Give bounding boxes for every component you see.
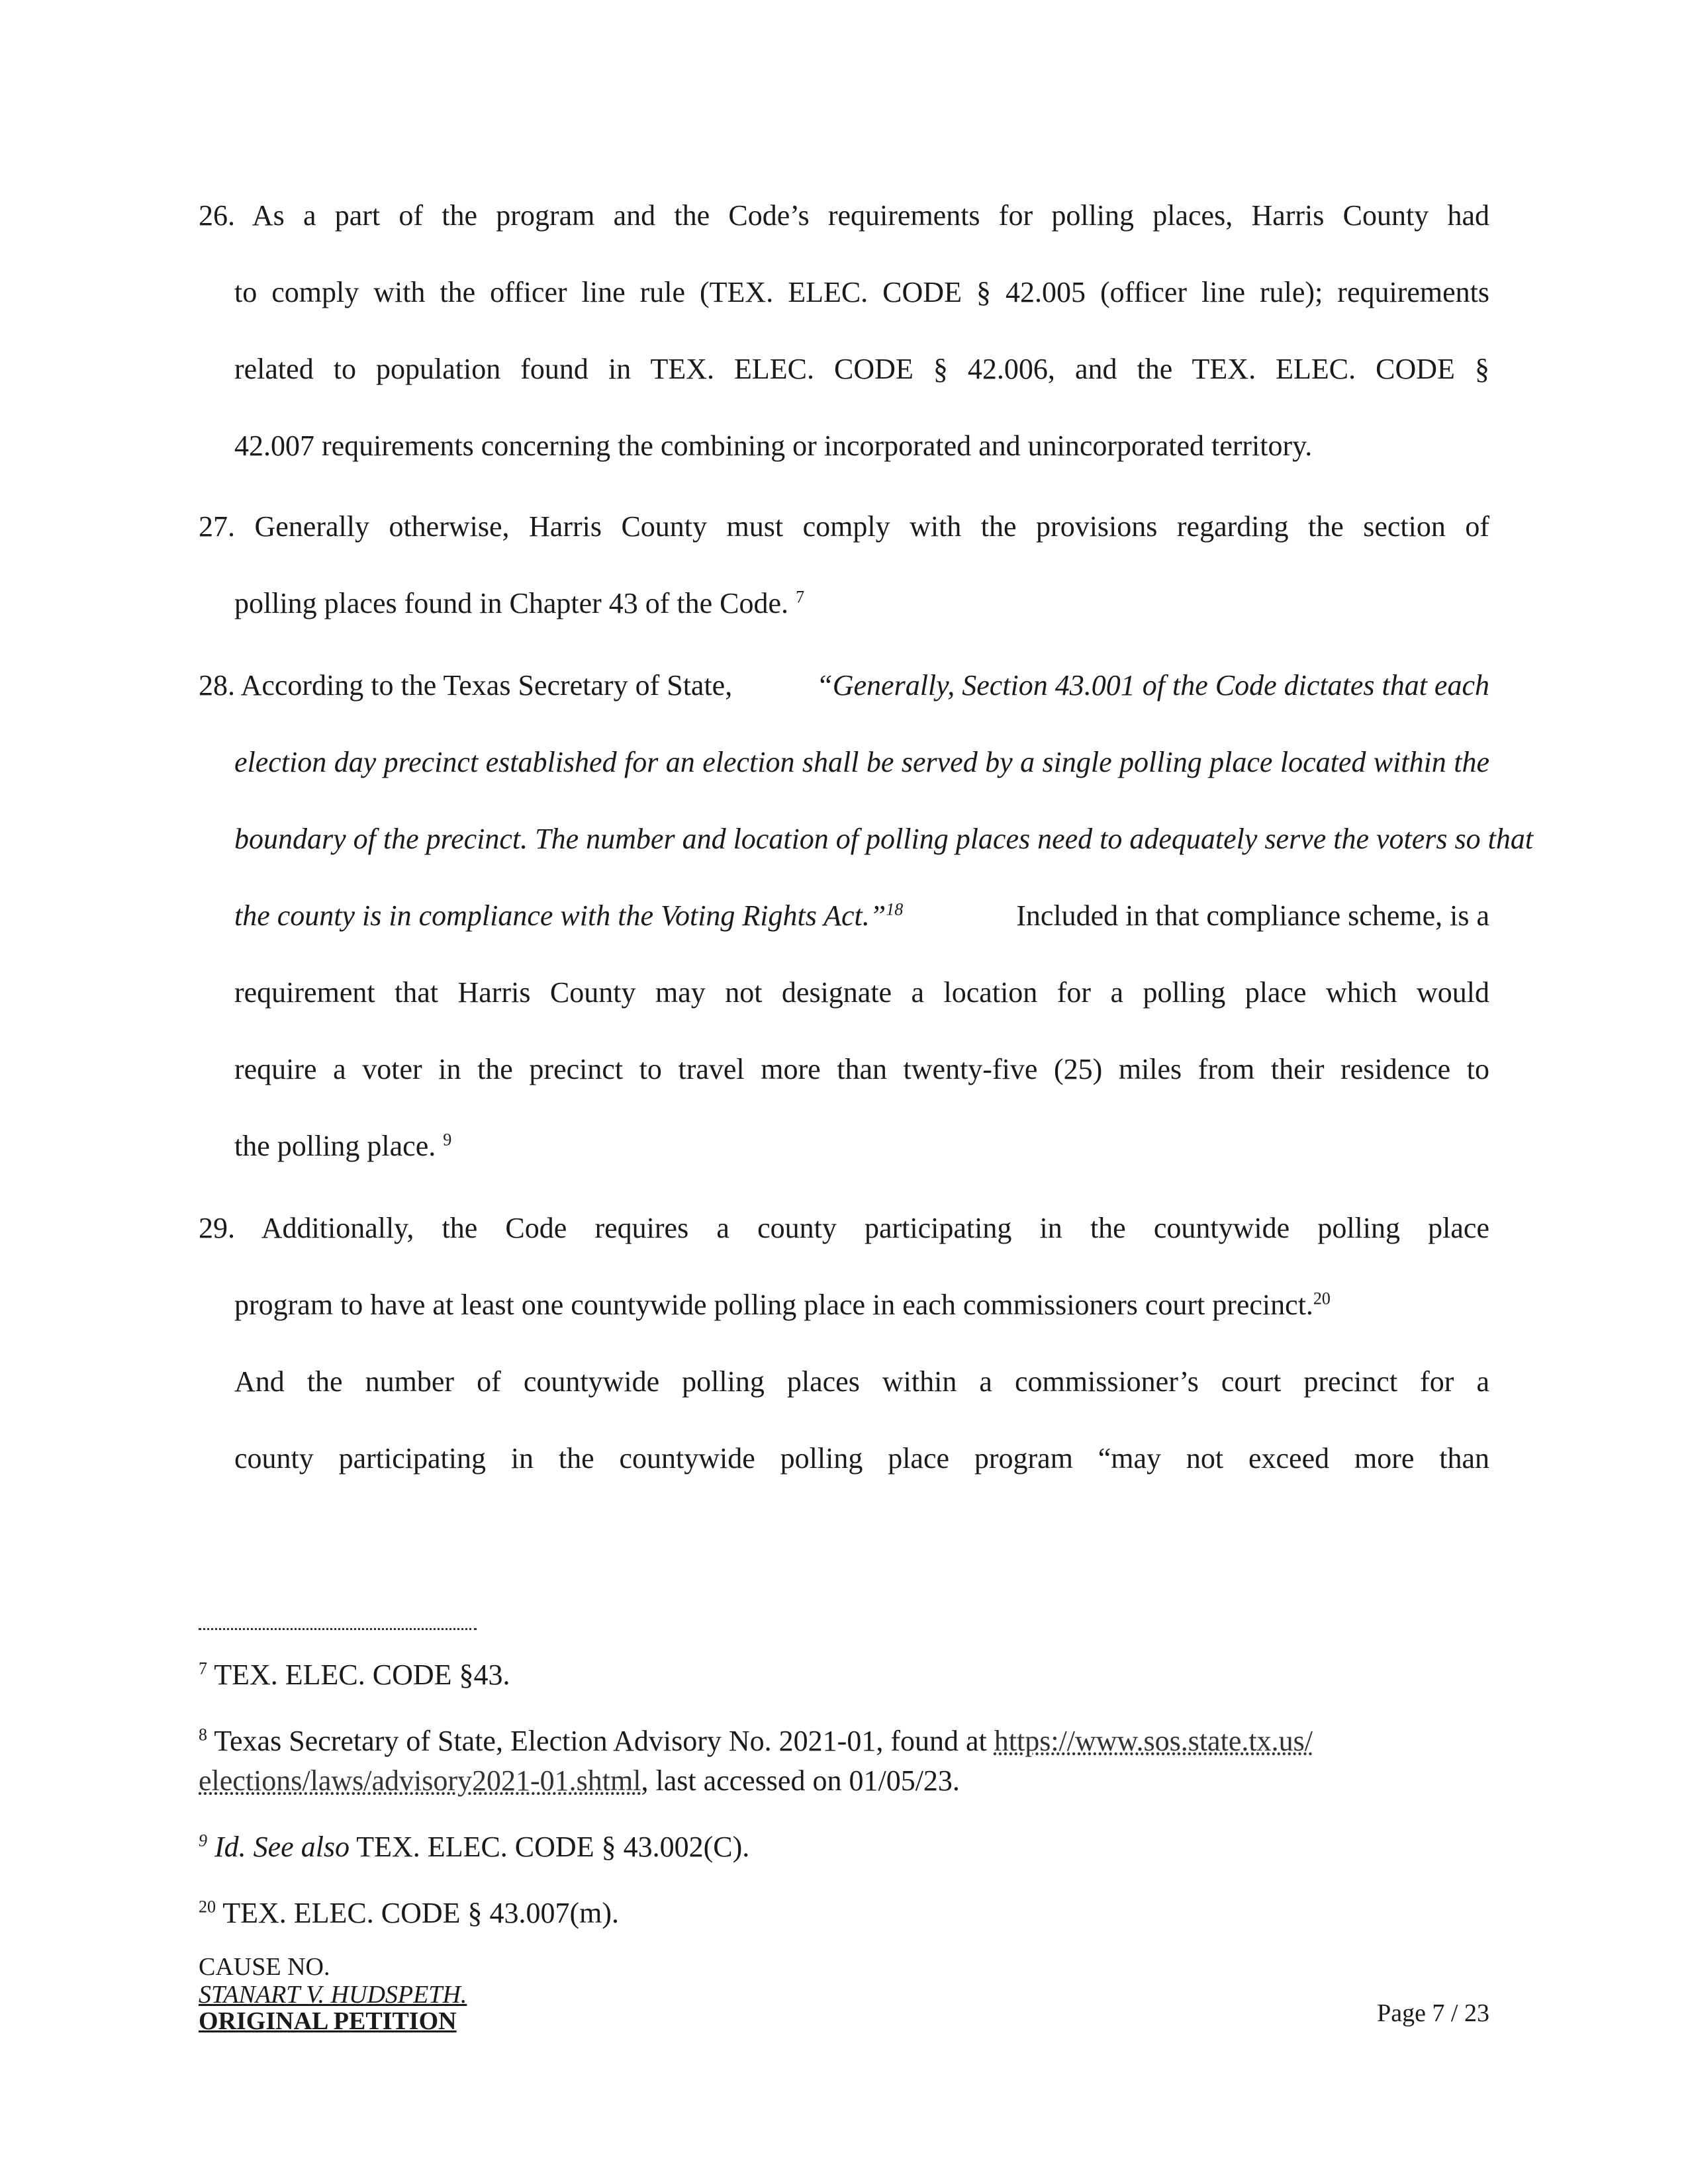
quote-text: the county is in compliance with the Voting Rights Act.” xyxy=(234,899,886,932)
paragraph-line: 27. Generally otherwise, Harris County must comply with the provisions regarding the section of xyxy=(199,510,1489,543)
paragraph-line: 29. Additionally, the Code requires a county participating in the countywide polling place xyxy=(199,1212,1489,1244)
footnote-8-continued xyxy=(199,1764,960,1797)
footer-document-title: ORIGINAL PETITION xyxy=(199,2007,457,2035)
footnote-text: , last accessed on 01/05/23. xyxy=(641,1764,960,1797)
paragraph-line: to comply with the officer line rule (TEX. ELEC. CODE § 42.005 (officer line rule); requirements xyxy=(234,276,1489,308)
footnote-text: Texas Secretary of State, Election Advisory No. 2021-01, found at xyxy=(214,1725,987,1757)
paragraph-line: related to population found in TEX. ELEC. CODE § 42.006, and the TEX. ELEC. CODE § xyxy=(234,353,1489,385)
footnote-text: TEX. ELEC. CODE § 43.002(C). xyxy=(356,1831,750,1863)
footnote-ref[interactable]: 20 xyxy=(1313,1289,1331,1308)
paragraph-line: 26. As a part of the program and the Code’s requirements for polling places, Harris County had xyxy=(199,199,1489,232)
footnote-number: 20 xyxy=(199,1897,216,1917)
footnote-text: TEX. ELEC. CODE §43. xyxy=(214,1659,510,1691)
footnote-8 xyxy=(199,1724,1313,1758)
footnote-ref[interactable]: 7 xyxy=(796,587,805,607)
paragraph-line xyxy=(234,1129,451,1163)
quote-line: election day precinct established for an election shall be served by a single polling place located within the xyxy=(234,746,1489,778)
paragraph-text: program to have at least one countywide polling place in each commissioners court precinct. xyxy=(234,1289,1313,1321)
paragraph-line xyxy=(199,668,1489,702)
paragraph-line: 42.007 requirements concerning the combining or incorporated and unincorporated territory. xyxy=(234,430,1313,462)
quote-text: “Generally, Section 43.001 of the Code dictates that each xyxy=(816,669,1489,702)
paragraph-text: 28. According to the Texas Secretary of State, xyxy=(199,669,733,702)
paragraph-line: county participating in the countywide polling place program “may not exceed more than xyxy=(234,1442,1489,1475)
footnote-text: TEX. ELEC. CODE § 43.007(m). xyxy=(222,1897,620,1929)
paragraph-line: requirement that Harris County may not designate a location for a polling place which would xyxy=(234,976,1489,1009)
paragraph-text: the polling place. xyxy=(234,1130,436,1162)
paragraph-line xyxy=(234,586,804,620)
advisory-link[interactable]: elections/laws/advisory2021-01.shtml xyxy=(199,1764,641,1797)
page-number: Page 7 / 23 xyxy=(1377,1999,1489,2027)
footer-case-name: STANART V. HUDSPETH. xyxy=(199,1981,467,2009)
paragraph-text: Included in that compliance scheme, is a xyxy=(1016,899,1489,932)
footnote-ref[interactable]: 18 xyxy=(886,899,904,919)
quote-line: boundary of the precinct. The number and location of polling places need to adequately serve the voters so that xyxy=(234,823,1534,855)
footnote-number: 8 xyxy=(199,1725,207,1745)
footnote-number: 9 xyxy=(199,1831,207,1850)
advisory-link[interactable]: https://www.sos.state.tx.us/ xyxy=(994,1725,1313,1757)
footnote-number: 7 xyxy=(199,1659,207,1678)
footer-cause-number: CAUSE NO. xyxy=(199,1953,330,1981)
footnote-9 xyxy=(199,1830,749,1864)
footnote-italic: Id. See also xyxy=(214,1831,350,1863)
paragraph-line: require a voter in the precinct to travel more than twenty-five (25) miles from their residence to xyxy=(234,1053,1489,1085)
paragraph-text: polling places found in Chapter 43 of the Code. xyxy=(234,587,789,619)
paragraph-line xyxy=(234,1288,1331,1322)
paragraph-line: And the number of countywide polling places within a commissioner’s court precinct for a xyxy=(234,1365,1489,1398)
footnote-ref[interactable]: 9 xyxy=(443,1130,452,1150)
footnote-separator xyxy=(199,1628,477,1630)
footnote-20 xyxy=(199,1896,619,1930)
paragraph-line xyxy=(234,899,1489,933)
footnote-7 xyxy=(199,1658,510,1692)
